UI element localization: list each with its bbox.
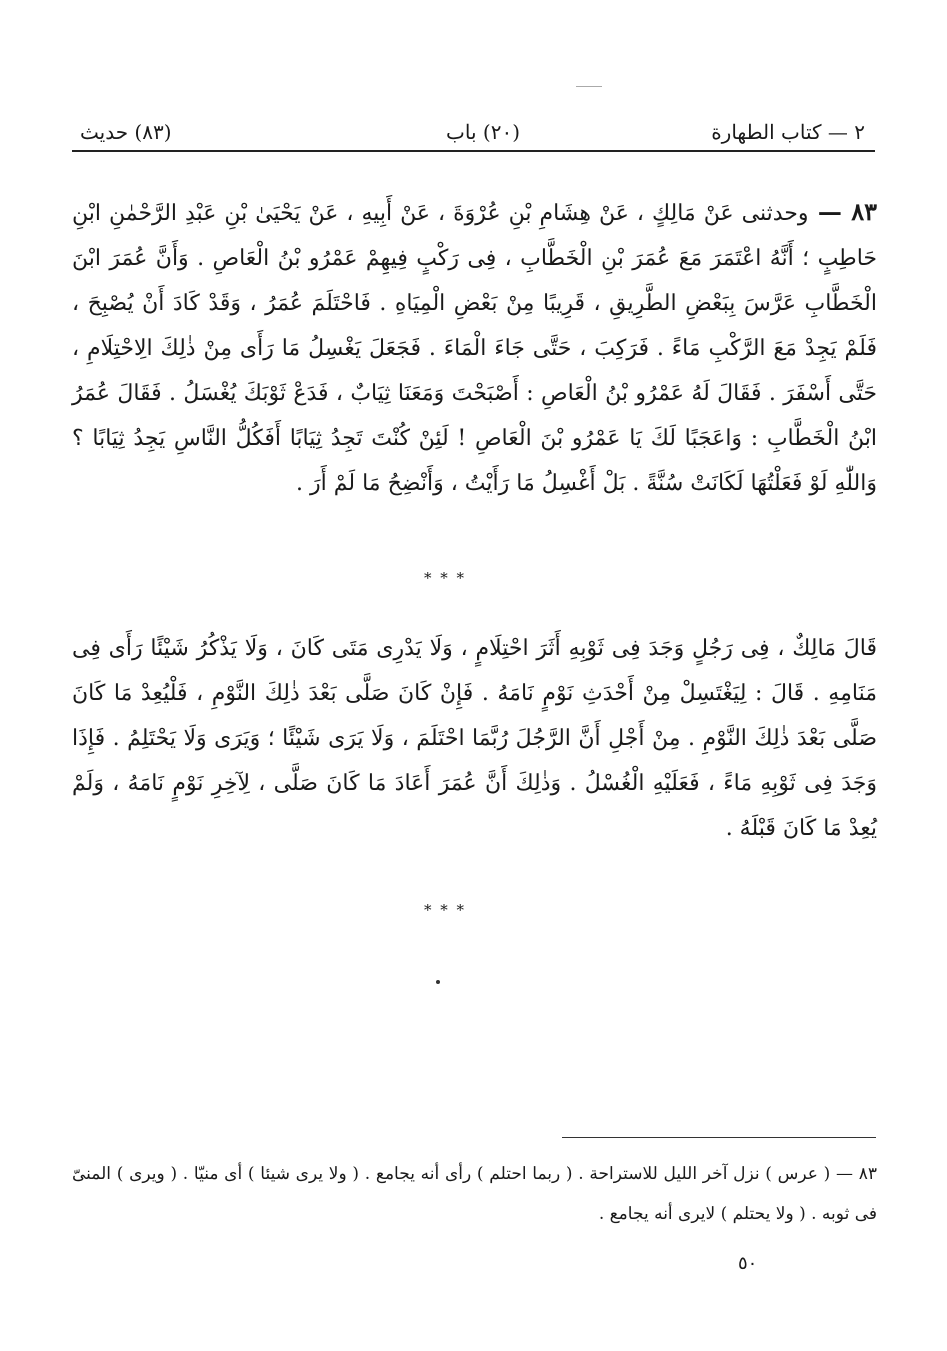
header-chapter: (٢٠) باب xyxy=(446,120,520,144)
running-header xyxy=(72,112,875,148)
separator-glyphs: * * * xyxy=(423,569,467,587)
ink-dot xyxy=(436,980,440,984)
scan-mark xyxy=(576,86,602,87)
separator-glyphs-end: * * * xyxy=(423,901,467,919)
footnote xyxy=(72,1154,877,1234)
header-rule xyxy=(72,150,875,152)
malik-text: قَالَ مَالِكٌ ، فِى رَجُلٍ وَجَدَ فِى ثَوْبِهِ أَثَرَ احْتِلَامٍ ، وَلَا يَدْرِى مَتَى كَانَ ، وَلَا يَذْكُرُ شَيْئًا رَأَى فِى مَنَامِهِ . قَالَ : لِيَغْتَسِلْ مِنْ أَحْدَثِ نَوْمٍ نَامَهُ . فَإِنْ كَانَ صَلَّى بَعْدَ ذٰلِكَ النَّوْمِ ، فَلْيُعِدْ مَا كَانَ صَلَّى بَعْدَ ذٰلِكَ النَّوْمِ . مِنْ أَجْلِ أَنَّ الرَّجُلَ رُبَّمَا احْتَلَمَ ، وَلَا يَرَى شَيْئًا ؛ وَيَرَى وَلَا يَحْتَلِمُ . فَإِذَا وَجَدَ فِى ثَوْبِهِ مَاءً ، فَعَلَيْهِ الْغُسْلُ . وَذٰلِكَ أَنَّ عُمَرَ أَعَادَ مَا كَانَ صَلَّى ، لِآخِرِ نَوْمٍ نَامَهُ ، وَلَمْ يُعِدْ مَا كَانَ قَبْلَهُ . xyxy=(72,636,877,841)
hadith-paragraph xyxy=(72,189,877,506)
hadith-text: وحدثنى عَنْ مَالِكٍ ، عَنْ هِشَامِ بْنِ عُرْوَةَ ، عَنْ أَبِيهِ ، عَنْ يَحْيَىٰ بْنِ عَبْدِ الرَّحْمٰنِ ابْنِ حَاطِبٍ ؛ أَنَّهُ اعْتَمَرَ مَعَ عُمَرَ بْنِ الْخَطَّابِ ، فِى رَكْبٍ فِيهِمْ عَمْرُو بْنُ الْعَاصِ . وَأَنَّ عُمَرَ ابْنَ الْخَطَّابِ عَرَّسَ بِبَعْضِ الطَّرِيقِ ، قَرِيبًا مِنْ بَعْضِ الْمِيَاهِ . فَاحْتَلَمَ عُمَرُ ، وَقَدْ كَادَ أَنْ يُصْبِحَ ، فَلَمْ يَجِدْ مَعَ الرَّكْبِ مَاءً . فَرَكِبَ ، حَتَّى جَاءَ الْمَاءَ . فَجَعَلَ يَغْسِلُ مَا رَأَى مِنْ ذٰلِكَ الِاحْتِلَامِ ، حَتَّى أَسْفَرَ . فَقَالَ لَهُ عَمْرُو بْنُ الْعَاصِ : أَصْبَحْتَ وَمَعَنَا ثِيَابٌ ، فَدَعْ ثَوْبَكَ يُغْسَلُ . فَقَالَ عُمَرُ ابْنُ الْخَطَّابِ : وَاعَجَبًا لَكَ يَا عَمْرُو بْنَ الْعَاصِ ! لَئِنْ كُنْتَ تَجِدُ ثِيَابًا أَفَكُلُّ النَّاسِ يَجِدُ ثِيَابًا ؟ وَاللّٰهِ لَوْ فَعَلْتُهَا لَكَانَتْ سُنَّةً . بَلْ أَغْسِلُ مَا رَأَيْتُ ، وَأَنْضِحُ مَا لَمْ أَرَ . xyxy=(72,201,877,496)
section-separator xyxy=(423,571,467,607)
footnote-text: ٨٣ — ( عرس ) نزل آخر الليل للاستراحة . ( ربما احتلم ) رأى أنه يجامع . ( ولا يرى شيئا ) أى منيّا . ( ويرى ) المنىّ فى ثوبه . ( ولا يحتلم ) لايرى أنه يجامع . xyxy=(72,1164,877,1224)
section-separator-end xyxy=(423,903,467,939)
header-book-title: ٢ — كتاب الطهارة xyxy=(711,120,865,144)
footnote-rule xyxy=(562,1137,876,1138)
page-number: ٥٠ xyxy=(738,1253,758,1274)
header-hadith-number: (٨٣) حديث xyxy=(80,120,172,144)
hadith-number: ٨٣ — xyxy=(808,197,877,226)
malik-commentary xyxy=(72,626,877,851)
